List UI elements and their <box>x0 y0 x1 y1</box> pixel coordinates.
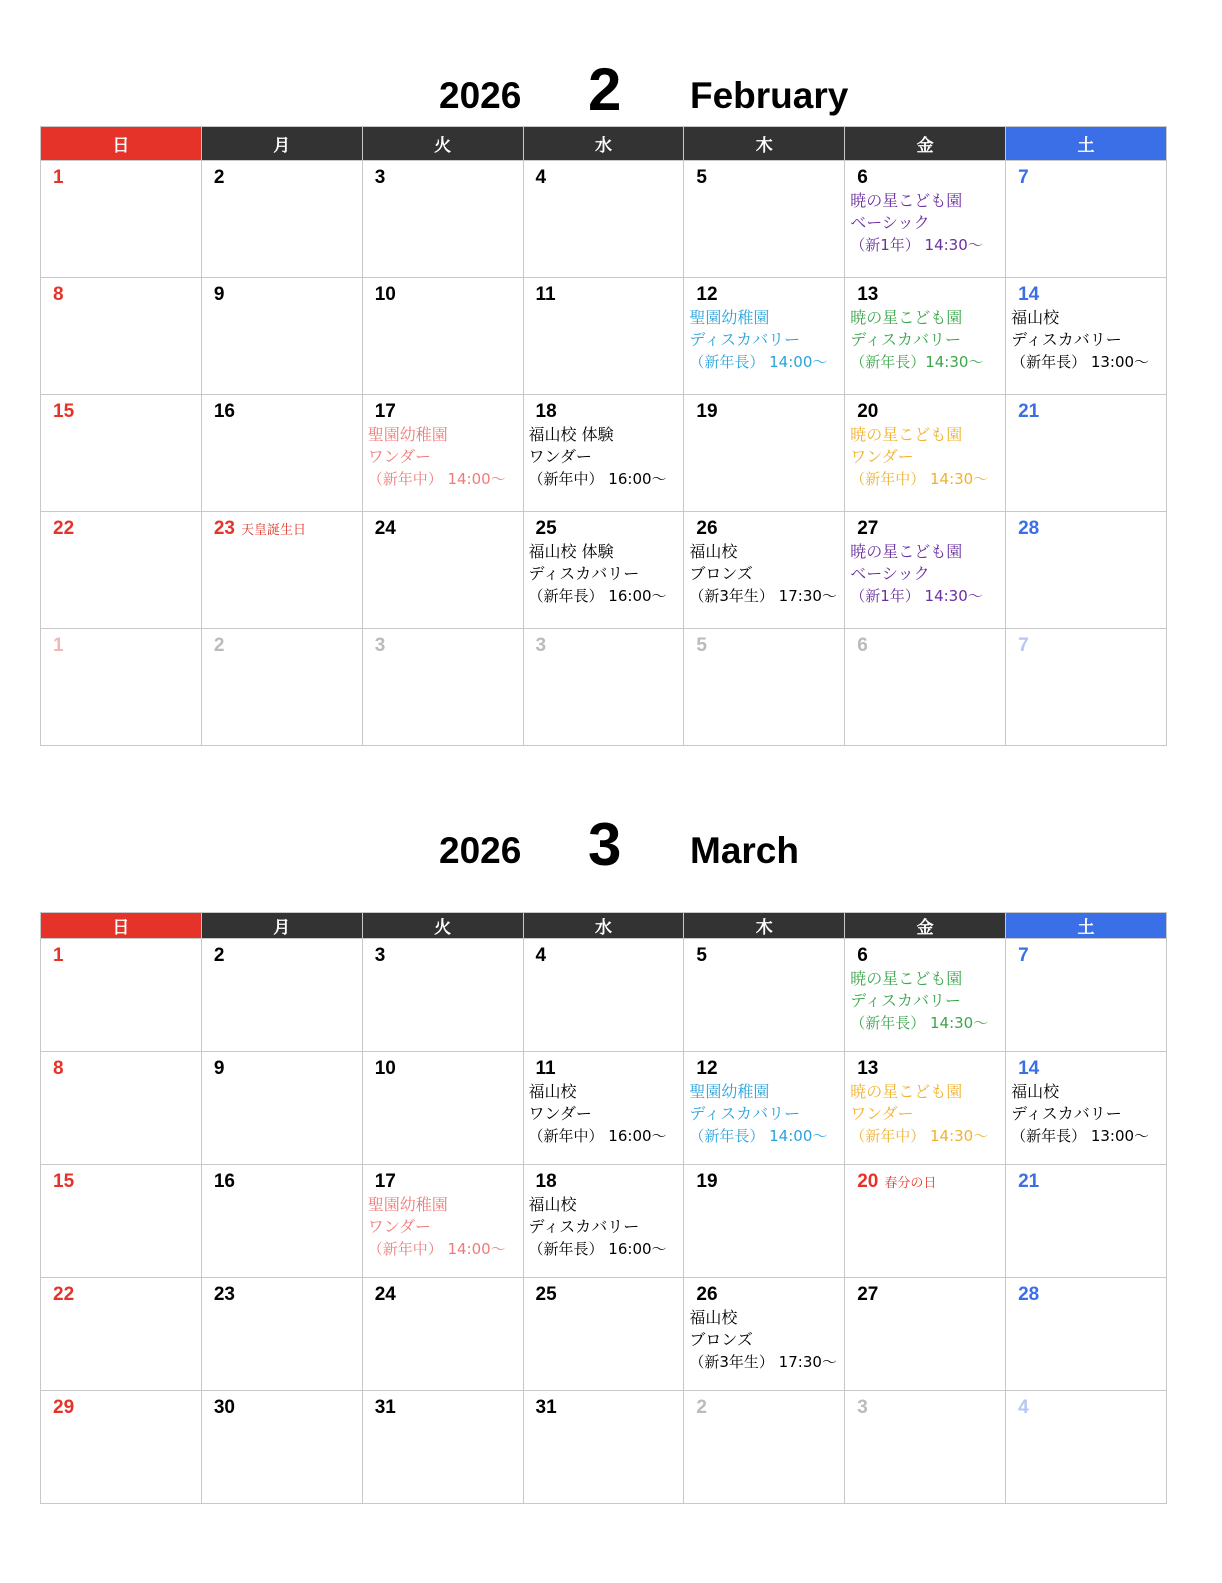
day-cell <box>684 278 845 395</box>
day-cell <box>523 1165 684 1278</box>
event-course: ベーシック <box>850 564 930 583</box>
day-cell <box>201 939 362 1052</box>
event-time: （新年長） 13:00〜 <box>1011 353 1150 371</box>
day-number: 25 <box>535 1284 557 1305</box>
day-cell <box>1006 1165 1167 1278</box>
day-number: 3 <box>535 635 547 656</box>
day-number: 6 <box>857 167 868 188</box>
week-row <box>41 1165 1167 1278</box>
event-entry <box>850 307 1005 373</box>
day-number: 5 <box>696 945 707 966</box>
day-number: 16 <box>213 1171 235 1192</box>
event-course: ワンダー <box>528 447 592 466</box>
day-number: 1 <box>53 167 64 188</box>
day-cell <box>41 161 202 278</box>
day-number: 9 <box>213 1058 225 1079</box>
day-number: 17 <box>374 1171 396 1192</box>
day-number: 28 <box>1018 1284 1040 1305</box>
day-number: 6 <box>857 945 868 966</box>
day-cell <box>41 1052 202 1165</box>
day-cell <box>201 512 362 629</box>
holiday-label: 天皇誕生日 <box>240 523 306 538</box>
event-time: （新3年生） 17:30〜 <box>689 1353 837 1371</box>
day-cell <box>201 629 362 746</box>
day-number: 25 <box>535 518 557 539</box>
day-number: 22 <box>53 518 75 539</box>
day-cell <box>845 1278 1006 1391</box>
day-cell <box>362 1278 523 1391</box>
event-venue: 福山校 体験 <box>528 425 614 444</box>
day-cell <box>362 395 523 512</box>
event-time: （新年中） 14:30〜 <box>850 470 989 488</box>
week-row <box>41 629 1167 746</box>
day-number: 20 <box>857 401 879 422</box>
day-cell <box>845 395 1006 512</box>
day-number: 28 <box>1018 518 1040 539</box>
day-number: 12 <box>696 284 718 305</box>
day-number: 21 <box>1018 401 1040 422</box>
day-cell <box>201 1391 362 1504</box>
weekday-label: 日 <box>41 913 202 939</box>
event-venue: 福山校 <box>689 1308 738 1327</box>
event-time: （新年中） 14:30〜 <box>850 1127 989 1145</box>
day-cell <box>1006 395 1167 512</box>
event-venue: 福山校 <box>1011 1082 1060 1101</box>
day-cell <box>362 629 523 746</box>
day-cell <box>523 1052 684 1165</box>
event-entry <box>529 541 684 607</box>
day-cell <box>362 278 523 395</box>
day-number: 8 <box>53 1058 64 1079</box>
weekday-label: 金 <box>845 913 1006 939</box>
day-cell <box>684 395 845 512</box>
day-cell <box>684 629 845 746</box>
day-cell <box>523 939 684 1052</box>
day-number: 3 <box>857 1397 868 1418</box>
day-number: 31 <box>535 1397 557 1418</box>
day-cell <box>362 512 523 629</box>
event-time: （新年長） 13:00〜 <box>1011 1127 1150 1145</box>
day-cell <box>1006 512 1167 629</box>
event-entry <box>368 424 523 490</box>
event-course: ディスカバリー <box>1011 330 1122 349</box>
event-course: ディスカバリー <box>528 564 640 583</box>
event-venue: 福山校 <box>1011 308 1060 327</box>
day-cell <box>41 512 202 629</box>
event-entry <box>1011 1081 1166 1147</box>
day-cell <box>845 1165 1006 1278</box>
weekday-label: 土 <box>1006 127 1167 161</box>
day-number: 7 <box>1018 635 1029 656</box>
day-number: 1 <box>53 635 64 656</box>
day-number: 22 <box>53 1284 75 1305</box>
day-cell <box>1006 939 1167 1052</box>
day-number: 10 <box>374 284 396 305</box>
day-cell <box>523 278 684 395</box>
day-number: 15 <box>53 1171 75 1192</box>
week-row <box>41 939 1167 1052</box>
day-number: 6 <box>857 635 868 656</box>
day-number: 7 <box>1018 167 1029 188</box>
weekday-header <box>41 127 1167 161</box>
event-time: （新年中） 16:00〜 <box>528 470 667 488</box>
weekday-label: 土 <box>1006 913 1167 939</box>
day-cell <box>523 1278 684 1391</box>
event-entry <box>850 190 1005 256</box>
event-course: ディスカバリー <box>850 991 961 1010</box>
day-cell <box>845 1391 1006 1504</box>
event-time: （新年長）14:30〜 <box>850 353 984 371</box>
day-cell <box>1006 1052 1167 1165</box>
day-number: 4 <box>1018 1397 1029 1418</box>
calendar-grid <box>40 912 1167 1504</box>
day-number: 2 <box>213 167 225 188</box>
day-cell <box>41 1391 202 1504</box>
day-cell <box>684 1052 845 1165</box>
day-cell <box>523 512 684 629</box>
week-row <box>41 1278 1167 1391</box>
event-entry <box>850 1081 1005 1147</box>
day-number: 11 <box>535 284 556 305</box>
day-number: 18 <box>535 1171 557 1192</box>
day-cell <box>523 629 684 746</box>
day-cell <box>684 1391 845 1504</box>
day-number: 23 <box>213 1284 235 1305</box>
event-entry <box>850 541 1005 607</box>
event-venue: 聖園幼稚園 <box>367 425 448 444</box>
event-time: （新1年） 14:30〜 <box>850 587 983 605</box>
year-label: 2026 <box>439 75 522 116</box>
week-row <box>41 161 1167 278</box>
week-row <box>41 1391 1167 1504</box>
day-cell <box>523 1391 684 1504</box>
day-number: 20 <box>857 1171 879 1192</box>
calendar-body <box>41 939 1167 1504</box>
day-cell <box>362 161 523 278</box>
event-venue: 聖園幼稚園 <box>689 1082 770 1101</box>
weekday-label: 日 <box>41 127 202 161</box>
day-cell <box>684 1278 845 1391</box>
day-cell <box>845 629 1006 746</box>
day-number: 2 <box>213 635 225 656</box>
week-row <box>41 1052 1167 1165</box>
calendar-march <box>40 810 1167 1504</box>
day-cell <box>684 512 845 629</box>
event-entry <box>850 968 1005 1034</box>
event-venue: 福山校 体験 <box>528 542 614 561</box>
event-entry <box>850 424 1005 490</box>
event-time: （新3年生） 17:30〜 <box>689 587 837 605</box>
event-entry <box>529 424 684 490</box>
weekday-label: 金 <box>845 127 1006 161</box>
day-number: 21 <box>1018 1171 1040 1192</box>
day-cell <box>41 1165 202 1278</box>
event-time: （新年長） 14:00〜 <box>689 353 828 371</box>
day-number: 5 <box>696 167 707 188</box>
day-number: 14 <box>1018 1058 1040 1079</box>
day-number: 19 <box>696 1171 718 1192</box>
day-number: 11 <box>535 1058 556 1079</box>
event-course: ワンダー <box>850 447 914 466</box>
event-venue: 聖園幼稚園 <box>689 308 770 327</box>
month-number: 3 <box>588 811 622 878</box>
weekday-label: 火 <box>362 127 523 161</box>
event-time: （新1年） 14:30〜 <box>850 236 983 254</box>
day-cell <box>1006 1278 1167 1391</box>
event-entry <box>529 1081 684 1147</box>
event-venue: 暁の星こども園 <box>850 1082 963 1101</box>
day-cell <box>41 939 202 1052</box>
week-row <box>41 512 1167 629</box>
month-number: 2 <box>588 56 622 123</box>
day-cell <box>362 939 523 1052</box>
month-title <box>40 810 1167 912</box>
calendar-february <box>40 55 1167 746</box>
weekday-label: 木 <box>684 127 845 161</box>
day-number: 10 <box>374 1058 396 1079</box>
day-cell <box>845 939 1006 1052</box>
day-number: 4 <box>535 945 547 966</box>
event-time: （新年長） 14:30〜 <box>850 1014 989 1032</box>
event-time: （新年長） 14:00〜 <box>689 1127 828 1145</box>
event-course: ディスカバリー <box>689 1104 801 1123</box>
day-cell <box>845 512 1006 629</box>
day-cell <box>1006 161 1167 278</box>
day-number: 4 <box>535 167 547 188</box>
weekday-header <box>41 913 1167 939</box>
event-venue: 暁の星こども園 <box>850 969 963 988</box>
day-cell <box>523 161 684 278</box>
day-number: 17 <box>374 401 396 422</box>
day-number: 1 <box>53 945 64 966</box>
event-course: ブロンズ <box>689 564 753 583</box>
day-number: 27 <box>857 1284 879 1305</box>
week-row <box>41 278 1167 395</box>
day-number: 12 <box>696 1058 718 1079</box>
weekday-label: 水 <box>523 127 684 161</box>
month-name: February <box>690 75 849 116</box>
day-number: 9 <box>213 284 225 305</box>
day-number: 23 <box>213 518 235 539</box>
day-number: 27 <box>857 518 879 539</box>
calendar-grid <box>40 126 1167 746</box>
day-number: 5 <box>696 635 707 656</box>
day-cell <box>41 278 202 395</box>
day-number: 24 <box>374 518 396 539</box>
day-number: 24 <box>374 1284 396 1305</box>
day-number: 18 <box>535 401 557 422</box>
event-course: ディスカバリー <box>1011 1104 1122 1123</box>
event-course: ベーシック <box>850 213 930 232</box>
day-number: 13 <box>857 1058 879 1079</box>
day-number: 31 <box>374 1397 396 1418</box>
calendar-body <box>41 161 1167 746</box>
day-cell <box>201 161 362 278</box>
weekday-label: 水 <box>523 913 684 939</box>
event-venue: 福山校 <box>528 1195 577 1214</box>
event-entry <box>689 1081 844 1147</box>
day-cell <box>201 395 362 512</box>
day-cell <box>684 939 845 1052</box>
weekday-label: 火 <box>362 913 523 939</box>
day-cell <box>684 161 845 278</box>
day-cell <box>362 1165 523 1278</box>
day-number: 29 <box>53 1397 75 1418</box>
event-course: ワンダー <box>367 1217 432 1236</box>
event-time: （新年長） 16:00〜 <box>528 1240 667 1258</box>
day-cell <box>523 395 684 512</box>
day-cell <box>41 1278 202 1391</box>
day-cell <box>41 629 202 746</box>
event-venue: 暁の星こども園 <box>850 308 963 327</box>
day-cell <box>362 1391 523 1504</box>
day-number: 26 <box>696 1284 718 1305</box>
day-cell <box>1006 1391 1167 1504</box>
event-venue: 暁の星こども園 <box>850 542 963 561</box>
year-label: 2026 <box>439 830 522 871</box>
day-cell <box>41 395 202 512</box>
event-course: ディスカバリー <box>689 330 801 349</box>
weekday-label: 月 <box>201 913 362 939</box>
month-title <box>40 55 1167 126</box>
day-number: 2 <box>696 1397 707 1418</box>
event-venue: 福山校 <box>528 1082 577 1101</box>
event-entry <box>1011 307 1166 373</box>
day-cell <box>201 1052 362 1165</box>
event-course: ワンダー <box>528 1104 592 1123</box>
day-number: 7 <box>1018 945 1029 966</box>
event-venue: 暁の星こども園 <box>850 425 963 444</box>
event-entry <box>689 541 844 607</box>
event-course: ブロンズ <box>689 1330 753 1349</box>
event-entry <box>689 307 844 373</box>
event-venue: 暁の星こども園 <box>850 191 963 210</box>
day-cell <box>1006 629 1167 746</box>
day-cell <box>845 278 1006 395</box>
event-venue: 福山校 <box>689 542 738 561</box>
day-cell <box>684 1165 845 1278</box>
event-venue: 聖園幼稚園 <box>367 1195 448 1214</box>
event-course: ディスカバリー <box>528 1217 640 1236</box>
month-name: March <box>690 830 799 871</box>
day-number: 26 <box>696 518 718 539</box>
weekday-label: 月 <box>201 127 362 161</box>
day-number: 16 <box>213 401 235 422</box>
week-row <box>41 395 1167 512</box>
day-number: 14 <box>1018 284 1040 305</box>
day-cell <box>1006 278 1167 395</box>
day-cell <box>201 1165 362 1278</box>
event-entry <box>368 1194 523 1260</box>
event-time: （新年中） 16:00〜 <box>528 1127 667 1145</box>
event-time: （新年中） 14:00〜 <box>367 1240 506 1258</box>
holiday-label: 春分の日 <box>884 1176 937 1191</box>
event-time: （新年長） 16:00〜 <box>528 587 667 605</box>
day-number: 13 <box>857 284 879 305</box>
day-number: 2 <box>213 945 225 966</box>
event-course: ワンダー <box>367 447 432 466</box>
event-course: ディスカバリー <box>850 330 961 349</box>
event-entry <box>529 1194 684 1260</box>
day-cell <box>845 161 1006 278</box>
event-time: （新年中） 14:00〜 <box>367 470 506 488</box>
day-cell <box>845 1052 1006 1165</box>
day-number: 3 <box>374 635 386 656</box>
day-cell <box>362 1052 523 1165</box>
event-entry <box>689 1307 844 1373</box>
weekday-label: 木 <box>684 913 845 939</box>
day-cell <box>201 278 362 395</box>
day-number: 19 <box>696 401 718 422</box>
day-number: 15 <box>53 401 75 422</box>
day-number: 3 <box>374 167 386 188</box>
day-cell <box>201 1278 362 1391</box>
day-number: 3 <box>374 945 386 966</box>
event-course: ワンダー <box>850 1104 914 1123</box>
day-number: 30 <box>213 1397 235 1418</box>
day-number: 8 <box>53 284 64 305</box>
